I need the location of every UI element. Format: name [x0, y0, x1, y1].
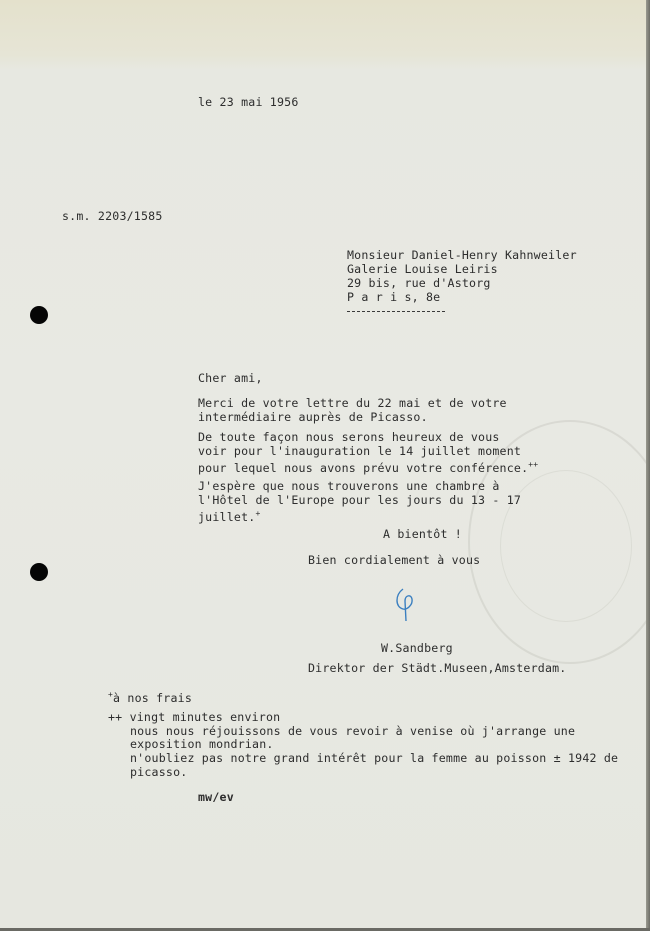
recipient-city: P a r i s, 8e [347, 290, 441, 304]
paragraph-line: l'Hôtel de l'Europe pour les jours du 13 - 17 [198, 493, 522, 507]
paragraph-line [198, 507, 260, 524]
paragraph-text: juillet. [198, 510, 256, 524]
recipient-name: Monsieur Daniel-Henry Kahnweiler [347, 248, 577, 262]
postscript-line: n'oubliez pas notre grand intérêt pour la femme au poisson ± 1942 de [130, 751, 619, 765]
postscript-line: nous nous réjouissons de vous revoir à venise où j'arrange une [130, 724, 576, 738]
closing-cordialement: Bien cordialement à vous [308, 553, 481, 567]
footnote-marker: ++ [108, 710, 123, 724]
page-edge-right [646, 0, 650, 931]
footnote-marker: ++ [528, 460, 539, 469]
punch-hole-bottom [30, 563, 48, 581]
paragraph-line: voir pour l'inauguration le 14 juillet moment [198, 444, 522, 458]
footnote-1 [108, 688, 192, 705]
recipient-gallery: Galerie Louise Leiris [347, 262, 498, 276]
punch-hole-top [30, 306, 48, 324]
paragraph-line [198, 458, 538, 475]
footnote-marker: + [255, 509, 261, 518]
closing-a-bientot: A bientôt ! [383, 527, 462, 541]
postscript-line: picasso. [130, 765, 188, 779]
footnote-text: vingt minutes environ [129, 710, 281, 724]
reference-number: s.m. 2203/1585 [62, 209, 163, 223]
paragraph-line: intermédiaire auprès de Picasso. [198, 410, 428, 424]
footnote-2 [108, 710, 280, 724]
typist-initials: mw/ev [198, 790, 234, 804]
letter-date: le 23 mai 1956 [198, 95, 299, 109]
paragraph-line: Merci de votre lettre du 22 mai et de votre [198, 396, 507, 410]
handwritten-signature-icon [393, 585, 423, 625]
footnote-text: à nos frais [113, 691, 193, 705]
recipient-street: 29 bis, rue d'Astorg [347, 276, 491, 290]
paragraph-line: De toute façon nous serons heureux de vous [198, 430, 500, 444]
footnote-marker: + [108, 690, 114, 699]
signer-name: W.Sandberg [381, 641, 453, 655]
paragraph-text: pour lequel nous avons prévu votre conférence. [198, 461, 529, 475]
address-underline [347, 311, 445, 312]
paragraph-line: J'espère que nous trouverons une chambre à [198, 479, 500, 493]
postscript-line: exposition mondrian. [130, 737, 274, 751]
signer-title: Direktor der Städt.Museen,Amsterdam. [308, 661, 567, 675]
salutation: Cher ami, [198, 371, 263, 385]
